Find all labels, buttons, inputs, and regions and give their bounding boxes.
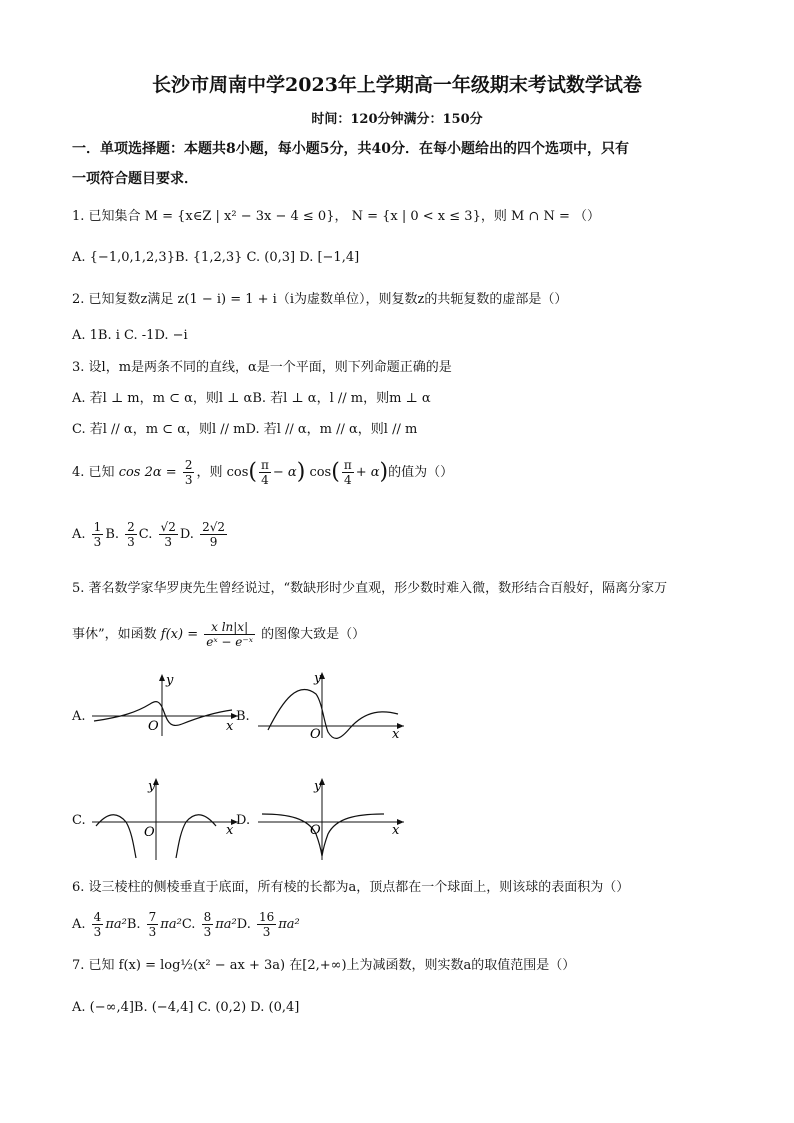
- section-instructions-line2: 一项符合题目要求．: [72, 171, 198, 187]
- q3-stem: 3. 设l，m是两条不同的直线，α是一个平面，则下列命题正确的是: [72, 360, 452, 375]
- graph-a-label: A.: [72, 709, 86, 724]
- graph-c: [92, 776, 242, 862]
- svg-text:O: O: [144, 825, 155, 840]
- q3-options-cd: C. 若l // α，m ⊂ α，则l // mD. 若l // α，m // α，则l // m: [72, 422, 418, 437]
- q6-stem: 6. 设三棱柱的侧棱垂直于底面，所有棱的长都为a，顶点都在一个球面上，则该球的表面积为（）: [72, 880, 630, 895]
- q7-stem: 7. 已知 f(x) = log½(x² − ax + 3a) 在[2,+∞)上为减函数，则实数a的取值范围是（）: [72, 958, 576, 973]
- q3-options-ab: A. 若l ⊥ m，m ⊂ α，则l ⊥ αB. 若l ⊥ α，l // m，则m ⊥ α: [72, 391, 431, 406]
- graph-d-label: D.: [236, 813, 251, 828]
- graph-c-label: C.: [72, 813, 86, 828]
- q2-stem: 2. 已知复数z满足 z(1 − i) = 1 + i（i为虚数单位），则复数z的共轭复数的虚部是（）: [72, 292, 568, 307]
- section-instructions-line1: 一．单项选择题：本题共8小题，每小题5分，共40分．在每小题给出的四个选项中，只有: [72, 141, 629, 157]
- svg-text:x: x: [392, 823, 400, 838]
- svg-text:x: x: [392, 727, 400, 740]
- q1-stem: 1. 已知集合 M = {x∈Z | x² − 3x − 4 ≤ 0}， N = {x | 0 < x ≤ 3}，则 M ∩ N = （）: [72, 209, 600, 224]
- q4-options: A. $\frac{1}{3}$ B. $\frac{2}{3}$ C. $\frac{√2}{3}$ D. $\frac{2√2}{9}$: [72, 520, 225, 549]
- q5-stem-line2: 事休”，如函数 f(x) = $\frac{\text{x ln|x|}}{\text{eˣ − e⁻ˣ}}$ 的图像大致是（）: [72, 620, 366, 649]
- graph-b-label: B.: [236, 709, 250, 724]
- exam-time-score: 时间：120分钟满分：150分: [311, 112, 483, 127]
- graph-d: [258, 776, 408, 862]
- svg-text:y: y: [314, 671, 322, 686]
- q5-stem-line1: 5. 著名数学家华罗庚先生曾经说过，“数缺形时少直观，形少数时难入微，数形结合百般好，隔离分家万: [72, 581, 668, 596]
- q1-options: A. {−1,0,1,2,3}B. {1,2,3} C. (0,3] D. [−1,4]: [72, 250, 360, 265]
- svg-text:O: O: [310, 727, 321, 740]
- q4-stem: 4. 已知 cos 2α = $\frac{2}{3}$ ，则 cos( $\frac{\pi}{4}$ − α) cos( $\frac{\pi}{4}$ + α)的值为（）: [72, 458, 454, 487]
- graph-b: [258, 670, 408, 740]
- page-title: 长沙市周南中学2023年上学期高一年级期末考试数学试卷: [152, 74, 642, 96]
- q2-options: A. 1B. i C. -1D. −i: [72, 328, 188, 343]
- svg-text:x: x: [226, 719, 234, 734]
- graph-a: [92, 672, 242, 738]
- svg-text:O: O: [148, 719, 159, 734]
- svg-text:x: x: [226, 823, 234, 838]
- svg-text:y: y: [166, 673, 174, 688]
- svg-text:O: O: [310, 823, 321, 838]
- q4-fraction: $\frac{2}{3}$: [184, 458, 193, 487]
- svg-text:y: y: [148, 779, 156, 794]
- svg-text:y: y: [314, 779, 322, 794]
- q7-options: A. (−∞,4]B. (−4,4] C. (0,2) D. (0,4]: [72, 1000, 300, 1015]
- q6-options: A. $\frac{4}{3}$ πa²B. $\frac{7}{3}$ πa²C. $\frac{8}{3}$ πa²D. $\frac{16}{3}$ πa²: [72, 910, 300, 939]
